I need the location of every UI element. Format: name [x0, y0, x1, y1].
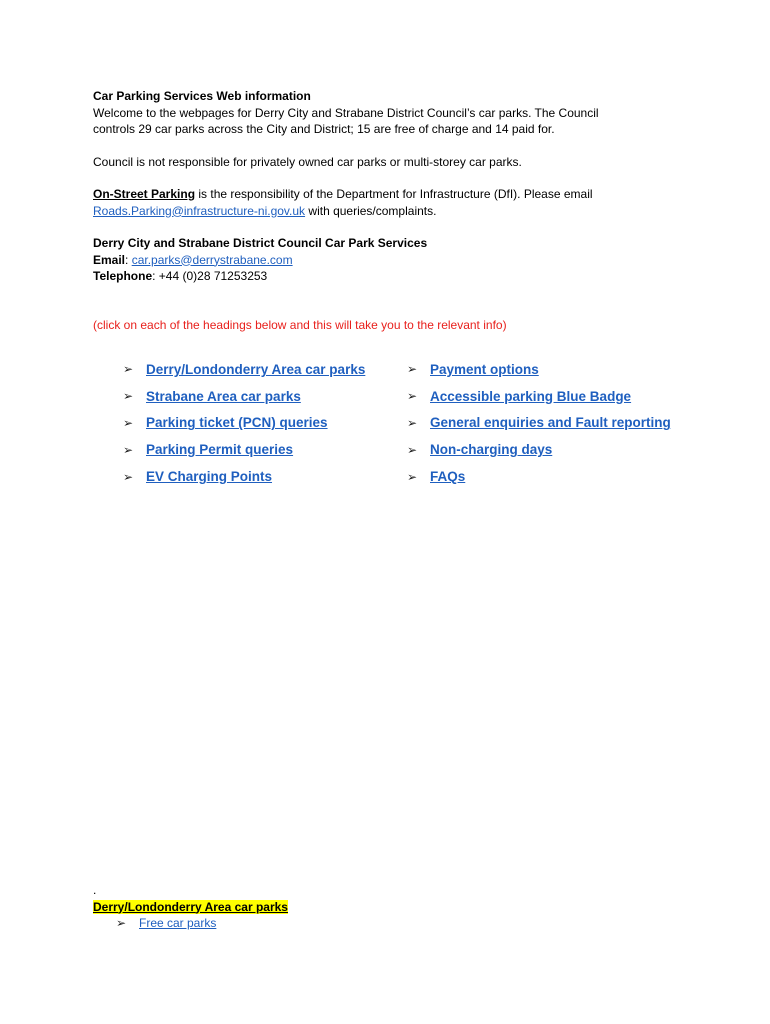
telephone-value: : +44 (0)28 71253253 — [152, 269, 268, 283]
link-general-enquiries[interactable]: General enquiries and Fault reporting — [430, 415, 671, 431]
arrow-bullet-icon: ➢ — [407, 442, 418, 457]
onstreet-text: is the responsibility of the Department for Infrastructure (DfI). Please email — [195, 187, 593, 201]
nav-row — [123, 436, 683, 463]
link-blue-badge[interactable]: Accessible parking Blue Badge — [430, 388, 632, 404]
contact-phone-line — [93, 268, 693, 285]
derry-section — [93, 882, 288, 932]
arrow-bullet-icon: ➢ — [407, 362, 418, 377]
intro-line-2: controls 29 car parks across the City and District; 15 are free of charge and 14 paid for. — [93, 122, 555, 136]
arrow-bullet-icon: ➢ — [123, 389, 134, 404]
arrow-bullet-icon: ➢ — [123, 362, 134, 377]
arrow-bullet-icon: ➢ — [123, 415, 134, 430]
onstreet-paragraph — [93, 186, 693, 203]
link-strabane-car-parks[interactable]: Strabane Area car parks — [146, 388, 301, 404]
link-free-car-parks[interactable]: Free car parks — [139, 916, 217, 930]
private-parking-note: Council is not responsible for privately owned car parks or multi-storey car parks. — [93, 154, 522, 169]
council-email-link[interactable]: car.parks@derrystrabane.com — [131, 252, 293, 267]
page-heading: Car Parking Services Web information — [93, 89, 311, 103]
link-payment-options[interactable]: Payment options — [430, 361, 539, 377]
nav-row — [123, 383, 683, 410]
dfi-email-line — [93, 203, 693, 220]
list-item — [116, 915, 288, 932]
link-non-charging-days[interactable]: Non-charging days — [430, 442, 553, 458]
arrow-bullet-icon: ➢ — [407, 389, 418, 404]
intro-line-1: Welcome to the webpages for Derry City and Strabane District Council’s car parks. The Council — [93, 105, 599, 120]
arrow-bullet-icon: ➢ — [123, 469, 134, 484]
dfi-email-suffix: with queries/complaints. — [305, 203, 437, 218]
stray-dot: . — [93, 883, 97, 897]
contact-heading: Derry City and Strabane District Council Car Park Services — [93, 236, 428, 250]
contact-email-line: Email: car.parks@derrystrabane.com — [93, 252, 293, 267]
link-faqs[interactable]: FAQs — [430, 469, 466, 485]
arrow-bullet-icon: ➢ — [407, 415, 418, 430]
onstreet-label: On-Street Parking — [93, 187, 196, 201]
nav-row — [123, 356, 683, 383]
link-derry-car-parks[interactable]: Derry/Londonderry Area car parks — [146, 361, 366, 377]
email-label: Email — [93, 252, 126, 267]
document-body — [93, 88, 693, 333]
arrow-bullet-icon: ➢ — [123, 442, 134, 457]
arrow-bullet-icon: ➢ — [407, 469, 418, 484]
link-parking-permit[interactable]: Parking Permit queries — [146, 442, 294, 458]
link-pcn-queries[interactable]: Parking ticket (PCN) queries — [146, 415, 328, 431]
link-ev-charging[interactable]: EV Charging Points — [146, 469, 273, 485]
instruction-text: (click on each of the headings below and this will take you to the relevant info) — [93, 317, 507, 332]
nav-row — [123, 410, 683, 437]
telephone-label: Telephone — [93, 269, 153, 283]
dfi-email-link[interactable]: Roads.Parking@infrastructure-ni.gov.uk — [93, 203, 306, 218]
section-heading: Derry/Londonderry Area car parks — [93, 899, 288, 914]
nav-row — [123, 463, 683, 490]
arrow-bullet-icon: ➢ — [116, 916, 127, 930]
heading-links — [123, 356, 683, 490]
